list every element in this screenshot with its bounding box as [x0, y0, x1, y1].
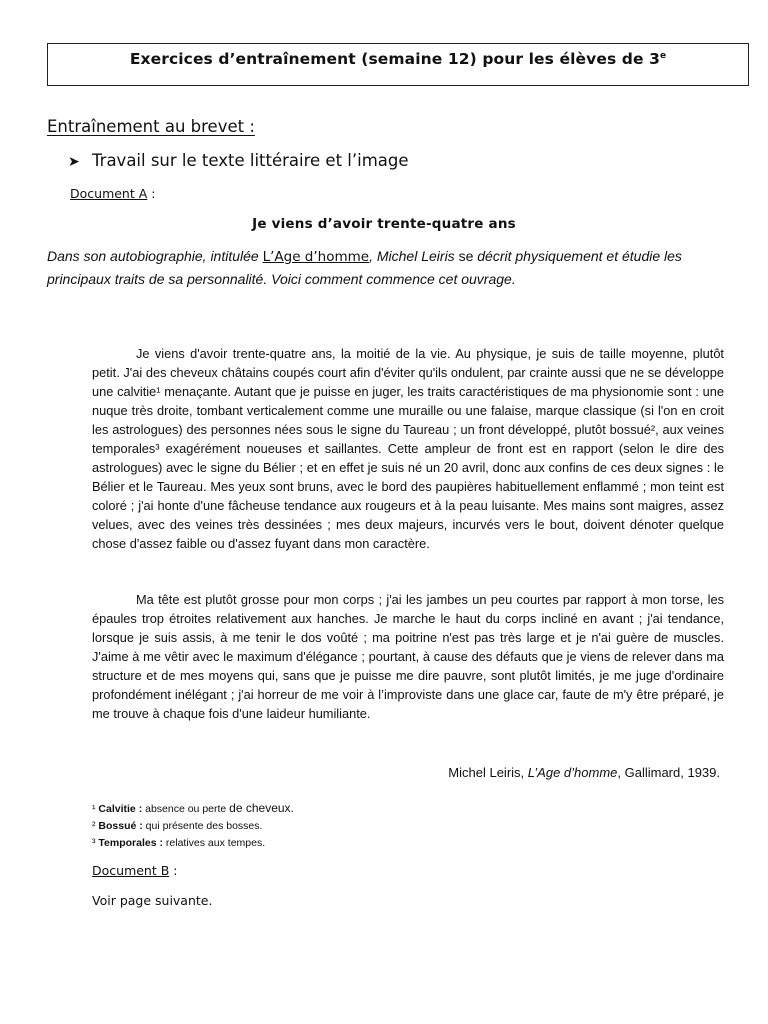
document-a-label: [70, 186, 155, 201]
passage-paragraph-2: Ma tête est plutôt grosse pour mon corps ; j'ai les jambes un peu courtes par rapport à mon torse, les épaules trop étroites relativement aux hanches. Je marche le haut du corps incliné en avant ; j'ai tendance, lorsque je suis assis, à me tenir le dos voûté ; ma poitrine n'est pas très large et je n'ai guère de muscles. J'aime à me vêtir avec le maximum d'élégance ; pourtant, à cause des défauts que je viens de relever dans ma structure et de mes moyens qui, sans que je puisse me dire pauvre, sont plutôt limités, je me juge d'ordinaire profondément inélégant ; j'ai horreur de me voir à l’improviste dans une glace car, faute de m'y être préparé, je me trouve à chaque fois d'une laideur humiliante.: [92, 592, 724, 721]
bullet-text: Travail sur le texte littéraire et l’image: [92, 151, 409, 170]
intro-book-title: L’Age d’homme: [262, 249, 370, 265]
page-title: [48, 50, 748, 68]
document-a-label-text: Document A: [70, 186, 148, 201]
footnote-def-large: de cheveux.: [229, 801, 294, 815]
citation-title: L’Age d’homme: [527, 765, 618, 780]
intro-part2: , Michel Leiris: [369, 248, 459, 264]
footnote-mark: ³: [92, 837, 99, 849]
footnote-mark: ²: [92, 820, 99, 832]
citation-author: Michel Leiris,: [448, 765, 528, 780]
document-b-text: Voir page suivante.: [92, 893, 213, 908]
footnote-mark: ¹: [92, 803, 99, 815]
document-intro: [47, 246, 727, 290]
document-b-label: [92, 863, 178, 878]
title-box: [47, 43, 749, 86]
page-title-sup: e: [659, 50, 667, 61]
arrow-bullet-icon: ➤: [68, 154, 80, 170]
footnote-term: Calvitie :: [98, 803, 143, 815]
citation-rest: , Gallimard, 1939.: [617, 765, 720, 780]
section-heading: Entraînement au brevet :: [47, 117, 255, 136]
document-b-label-suffix: :: [169, 863, 178, 878]
citation: [448, 765, 720, 780]
footnote-def: qui présente des bosses.: [142, 820, 263, 832]
page-title-text: Exercices d’entraînement (semaine 12) pour les élèves de 3: [129, 50, 660, 68]
intro-se: se: [458, 248, 474, 264]
footnote-term: Bossué :: [98, 820, 143, 832]
footnote-term: Temporales :: [98, 837, 163, 849]
footnote-3: [92, 835, 294, 852]
bullet-item: [68, 151, 409, 170]
footnote-1: [92, 800, 294, 818]
document-a-label-suffix: :: [147, 186, 156, 201]
footnote-def: relatives aux tempes.: [163, 837, 266, 849]
footnote-2: [92, 818, 294, 835]
intro-part3: décrit physiquement et étudie les principaux traits de sa personnalité. Voici comment commence cet ouvrage.: [47, 248, 682, 287]
document-b-label-text: Document B: [92, 863, 170, 878]
footnotes: [92, 800, 294, 852]
passage-paragraph-1: Je viens d'avoir trente-quatre ans, la moitié de la vie. Au physique, je suis de taille moyenne, plutôt petit. J'ai des cheveux châtains coupés court afin d'éviter qu'ils ondulent, par crainte aussi que ne se développe une calvitie¹ menaçante. Autant que je puisse en juger, les traits caractéristiques de ma physionomie sont : une nuque très droite, tombant verticalement comme une muraille ou une falaise, marque classique (si l'on en croit les astrologues) des personnes nées sous le signe du Taureau ; un front développé, plutôt bossué², aux veines temporales³ exagérément noueuses et saillantes. Cette ampleur de front est en rapport (selon le dire des astrologues) avec le signe du Bélier ; et en effet je suis né un 20 avril, donc aux confins de ces deux signes : le Bélier et le Taureau. Mes yeux sont bruns, avec le bord des paupières habituellement enflammé ; mon teint est coloré ; j'ai honte d'une fâcheuse tendance aux rougeurs et à la peau luisante. Mes mains sont maigres, assez velues, avec des veines très dessinées ; mes deux majeurs, incurvés vers le bout, doivent dénoter quelque chose d'assez faible ou d'assez fuyant dans mon caractère.: [92, 346, 724, 551]
footnote-def: absence ou perte: [142, 803, 230, 815]
document-subtitle: Je viens d’avoir trente-quatre ans: [252, 216, 516, 232]
intro-part1: Dans son autobiographie, intitulée: [47, 248, 263, 264]
